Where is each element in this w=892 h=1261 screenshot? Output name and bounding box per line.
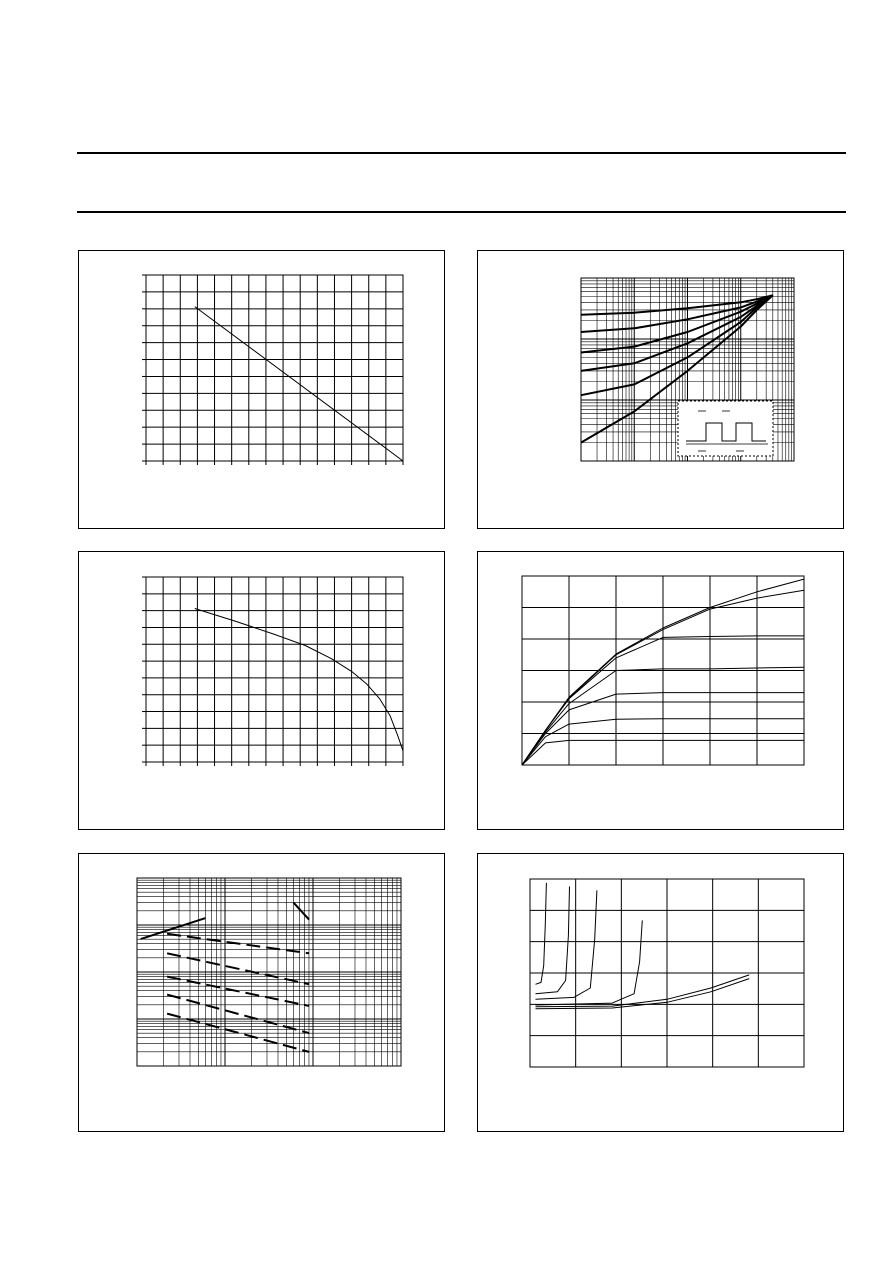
chart-6-series-1 [536, 883, 547, 985]
top-rule [77, 152, 846, 154]
pulse-inset-diagram [678, 401, 773, 456]
chart-3-series-1 [195, 609, 403, 751]
chart-panel-1 [78, 250, 445, 529]
chart-panel-4 [477, 551, 844, 830]
chart-1-grid [146, 275, 403, 461]
chart-5-grid [137, 878, 401, 1066]
chart-2-series-6 [581, 295, 773, 314]
chart-panel-3 [78, 551, 445, 830]
pulse-inset-frame [678, 401, 773, 456]
chart-6-series-5 [536, 975, 750, 1007]
chart-1-frame [146, 275, 403, 461]
chart-5-series-4 [167, 977, 309, 1006]
chart-5-series-1 [141, 918, 206, 939]
chart-3-frame [146, 577, 403, 762]
chart-4-grid [522, 576, 804, 765]
chart-1-svg [79, 251, 446, 530]
second-rule [77, 211, 846, 213]
chart-3-grid [146, 577, 403, 762]
chart-6-series-2 [536, 887, 570, 994]
chart-panel-5 [78, 853, 445, 1132]
chart-5-series-5 [167, 995, 309, 1034]
chart-5-svg [79, 854, 446, 1133]
chart-panel-6 [477, 853, 844, 1132]
chart-6-grid [530, 879, 804, 1067]
chart-4-svg [478, 552, 845, 831]
chart-2-svg [478, 251, 845, 530]
chart-1-series-1 [195, 307, 403, 461]
chart-3-svg [79, 552, 446, 831]
chart-panel-2 [477, 250, 844, 529]
chart-6-svg [478, 854, 845, 1133]
